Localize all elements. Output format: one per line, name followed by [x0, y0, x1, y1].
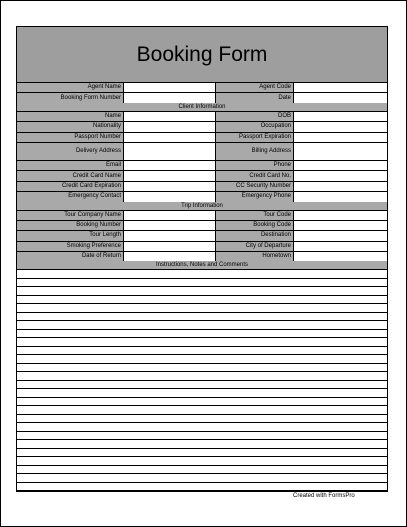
field-label: Billing Address — [216, 143, 294, 160]
notes-line[interactable] — [17, 279, 387, 288]
field-label: CC Security Number — [216, 182, 294, 191]
notes-line[interactable] — [17, 313, 387, 322]
notes-line[interactable] — [17, 440, 387, 449]
field-label: Name — [17, 112, 124, 121]
notes-header: Instructions, Notes and Comments — [17, 261, 387, 270]
field-label: Credit Card No. — [216, 171, 294, 180]
notes-line[interactable] — [17, 432, 387, 441]
form-row — [17, 143, 387, 161]
field-label: Date of Return — [17, 252, 124, 261]
client-info-header: Client Information — [17, 103, 387, 112]
booking-form — [16, 26, 388, 492]
field-label: Booking Code — [216, 221, 294, 230]
field-label: Emergency Phone — [216, 192, 294, 201]
form-row — [17, 211, 387, 221]
notes-line[interactable] — [17, 330, 387, 339]
notes-line[interactable] — [17, 474, 387, 483]
field-label: Destination — [216, 231, 294, 240]
notes-line[interactable] — [17, 304, 387, 313]
form-row — [17, 93, 387, 102]
field-label: Phone — [216, 161, 294, 170]
field-label: Booking Number — [17, 221, 124, 230]
notes-line[interactable] — [17, 321, 387, 330]
field-input[interactable] — [294, 211, 387, 220]
field-label: Delivery Address — [17, 143, 124, 160]
field-input[interactable] — [124, 93, 216, 102]
field-input[interactable] — [294, 171, 387, 180]
notes-line[interactable] — [17, 415, 387, 424]
field-input[interactable] — [294, 143, 387, 160]
field-input[interactable] — [124, 122, 216, 131]
client-section — [17, 112, 387, 202]
form-row — [17, 252, 387, 261]
notes-line[interactable] — [17, 347, 387, 356]
notes-line[interactable] — [17, 355, 387, 364]
notes-line[interactable] — [17, 466, 387, 475]
field-input[interactable] — [294, 133, 387, 142]
field-input[interactable] — [294, 242, 387, 251]
field-label: Smoking Preference — [17, 242, 124, 251]
field-label: Booking Form Number — [17, 93, 124, 102]
form-row — [17, 182, 387, 192]
footer-credit: Created with FormsPro — [293, 493, 355, 499]
field-label: Agent Name — [17, 83, 124, 92]
field-input[interactable] — [294, 221, 387, 230]
field-input[interactable] — [294, 192, 387, 201]
field-input[interactable] — [124, 83, 216, 92]
form-title: Booking Form — [17, 27, 387, 83]
field-label: Credit Card Name — [17, 171, 124, 180]
notes-line[interactable] — [17, 449, 387, 458]
field-label: Credit Card Expiration — [17, 182, 124, 191]
field-input[interactable] — [294, 93, 387, 102]
field-input[interactable] — [124, 192, 216, 201]
form-row — [17, 242, 387, 252]
notes-line[interactable] — [17, 457, 387, 466]
field-input[interactable] — [294, 161, 387, 170]
field-input[interactable] — [294, 252, 387, 261]
form-row — [17, 112, 387, 122]
notes-line[interactable] — [17, 372, 387, 381]
notes-line[interactable] — [17, 389, 387, 398]
field-input[interactable] — [124, 182, 216, 191]
field-input[interactable] — [294, 122, 387, 131]
field-label: Hometown — [216, 252, 294, 261]
field-input[interactable] — [294, 83, 387, 92]
form-row — [17, 231, 387, 241]
field-input[interactable] — [124, 161, 216, 170]
field-label: Emergency Contact — [17, 192, 124, 201]
field-label: Occupation — [216, 122, 294, 131]
form-row — [17, 192, 387, 201]
form-row — [17, 122, 387, 132]
notes-line[interactable] — [17, 406, 387, 415]
notes-line[interactable] — [17, 287, 387, 296]
field-input[interactable] — [124, 252, 216, 261]
field-label: Tour Code — [216, 211, 294, 220]
form-row — [17, 133, 387, 143]
field-input[interactable] — [294, 112, 387, 121]
field-label: Nationality — [17, 122, 124, 131]
agent-section — [17, 83, 387, 103]
field-label: Tour Length — [17, 231, 124, 240]
field-input[interactable] — [294, 182, 387, 191]
field-input[interactable] — [124, 171, 216, 180]
field-label: Passport Number — [17, 133, 124, 142]
field-input[interactable] — [124, 231, 216, 240]
notes-line[interactable] — [17, 338, 387, 347]
notes-line[interactable] — [17, 423, 387, 432]
field-label: Tour Company Name — [17, 211, 124, 220]
field-input[interactable] — [294, 231, 387, 240]
notes-line[interactable] — [17, 483, 387, 492]
field-label: Email — [17, 161, 124, 170]
trip-section — [17, 211, 387, 262]
field-input[interactable] — [124, 133, 216, 142]
form-row — [17, 171, 387, 181]
field-label: DOB — [216, 112, 294, 121]
field-label: City of Departure — [216, 242, 294, 251]
notes-line[interactable] — [17, 398, 387, 407]
notes-line[interactable] — [17, 296, 387, 305]
field-input[interactable] — [124, 112, 216, 121]
field-input[interactable] — [124, 242, 216, 251]
trip-info-header: Trip Information — [17, 202, 387, 211]
field-input[interactable] — [124, 211, 216, 220]
field-label: Date — [216, 93, 294, 102]
notes-line[interactable] — [17, 364, 387, 373]
form-row — [17, 161, 387, 171]
form-row — [17, 83, 387, 93]
field-label: Agent Code — [216, 83, 294, 92]
field-label: Passport Expiration — [216, 133, 294, 142]
field-input[interactable] — [124, 221, 216, 230]
notes-line[interactable] — [17, 270, 387, 279]
form-row — [17, 221, 387, 231]
field-input[interactable] — [124, 143, 216, 160]
notes-line[interactable] — [17, 381, 387, 390]
notes-section — [17, 270, 387, 491]
